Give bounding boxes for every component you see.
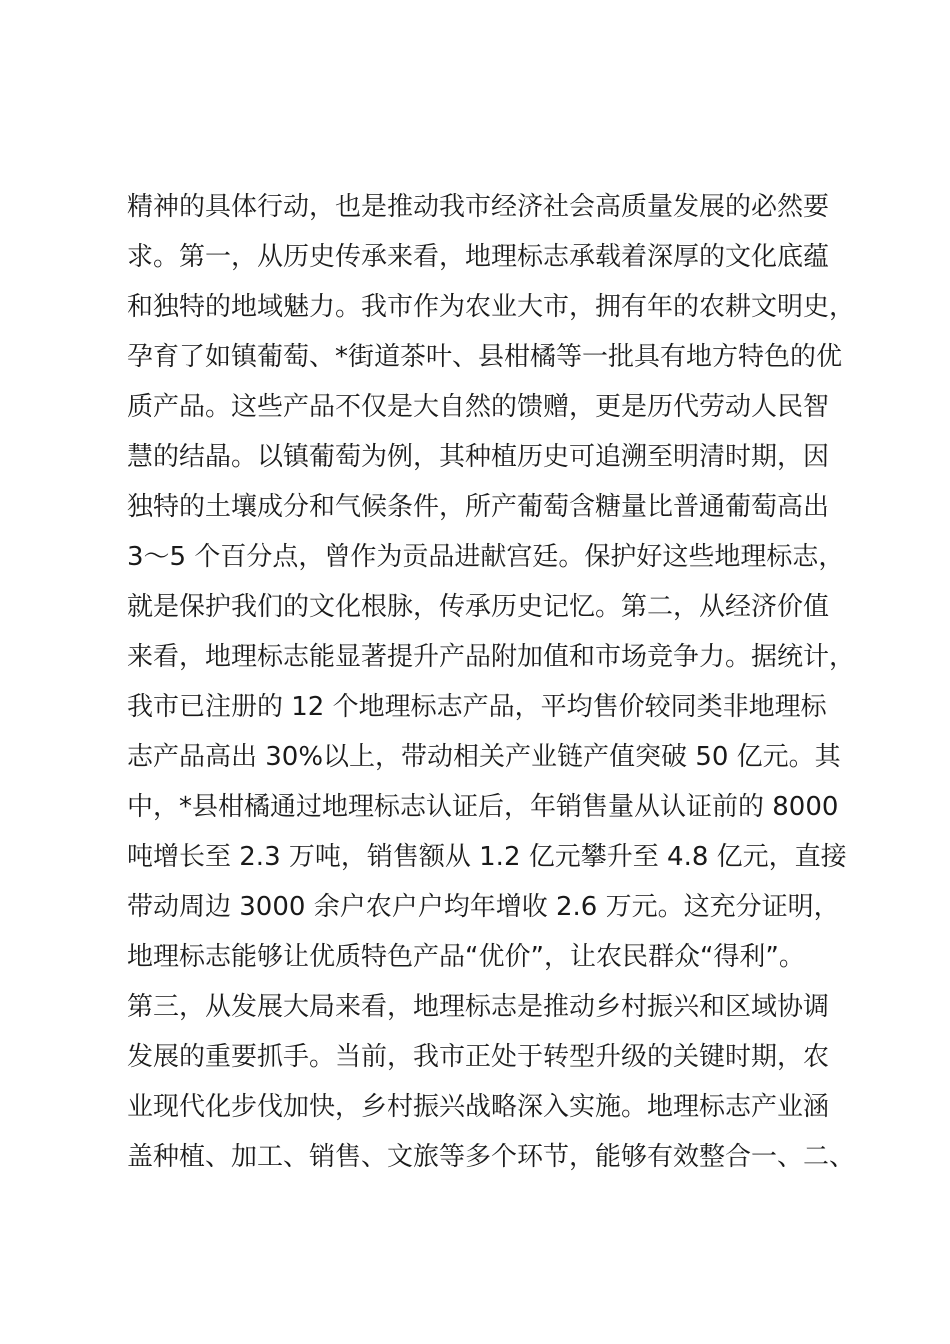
text-line: 就是保护我们的文化根脉，传承历史记忆。第二，从经济价值 — [127, 592, 830, 622]
text-line: 吨增长至 2.3 万吨，销售额从 1.2 亿元攀升至 4.8 亿元，直接 — [127, 842, 847, 872]
text-line: 慧的结晶。以镇葡萄为例，其种植历史可追溯至明清时期，因 — [127, 442, 830, 472]
text-line: 盖种植、加工、销售、文旅等多个环节，能够有效整合一、二、 — [127, 1142, 856, 1172]
text-line: 和独特的地域魅力。我市作为农业大市，拥有年的农耕文明史， — [127, 292, 856, 322]
text-line: 志产品高出 30%以上，带动相关产业链产值突破 50 亿元。其 — [127, 742, 841, 772]
text-line: 求。第一，从历史传承来看，地理标志承载着深厚的文化底蕴 — [127, 242, 830, 272]
text-line: 我市已注册的 12 个地理标志产品，平均售价较同类非地理标 — [127, 692, 827, 722]
text-line: 带动周边 3000 余户农户户均年增收 2.6 万元。这充分证明， — [127, 892, 840, 922]
text-line: 第三，从发展大局来看，地理标志是推动乡村振兴和区域协调 — [127, 992, 830, 1022]
text-line: 质产品。这些产品不仅是大自然的馈赠，更是历代劳动人民智 — [127, 392, 830, 422]
text-line: 来看，地理标志能显著提升产品附加值和市场竞争力。据统计， — [127, 642, 856, 672]
text-line: 精神的具体行动，也是推动我市经济社会高质量发展的必然要 — [127, 192, 830, 222]
text-line: 孕育了如镇葡萄、*街道茶叶、县柑橘等一批具有地方特色的优 — [127, 342, 843, 372]
text-line: 地理标志能够让优质特色产品“优价”，让农民群众“得利”。 — [127, 942, 805, 972]
text-line: 中，*县柑橘通过地理标志认证后，年销售量从认证前的 8000 — [127, 792, 839, 822]
text-line: 3～5 个百分点，曾作为贡品进献宫廷。保护好这些地理标志， — [127, 542, 845, 572]
text-line: 发展的重要抓手。当前，我市正处于转型升级的关键时期，农 — [127, 1042, 830, 1072]
text-line: 独特的土壤成分和气候条件，所产葡萄含糖量比普通葡萄高出 — [127, 492, 830, 522]
text-line: 业现代化步伐加快，乡村振兴战略深入实施。地理标志产业涵 — [127, 1092, 830, 1122]
